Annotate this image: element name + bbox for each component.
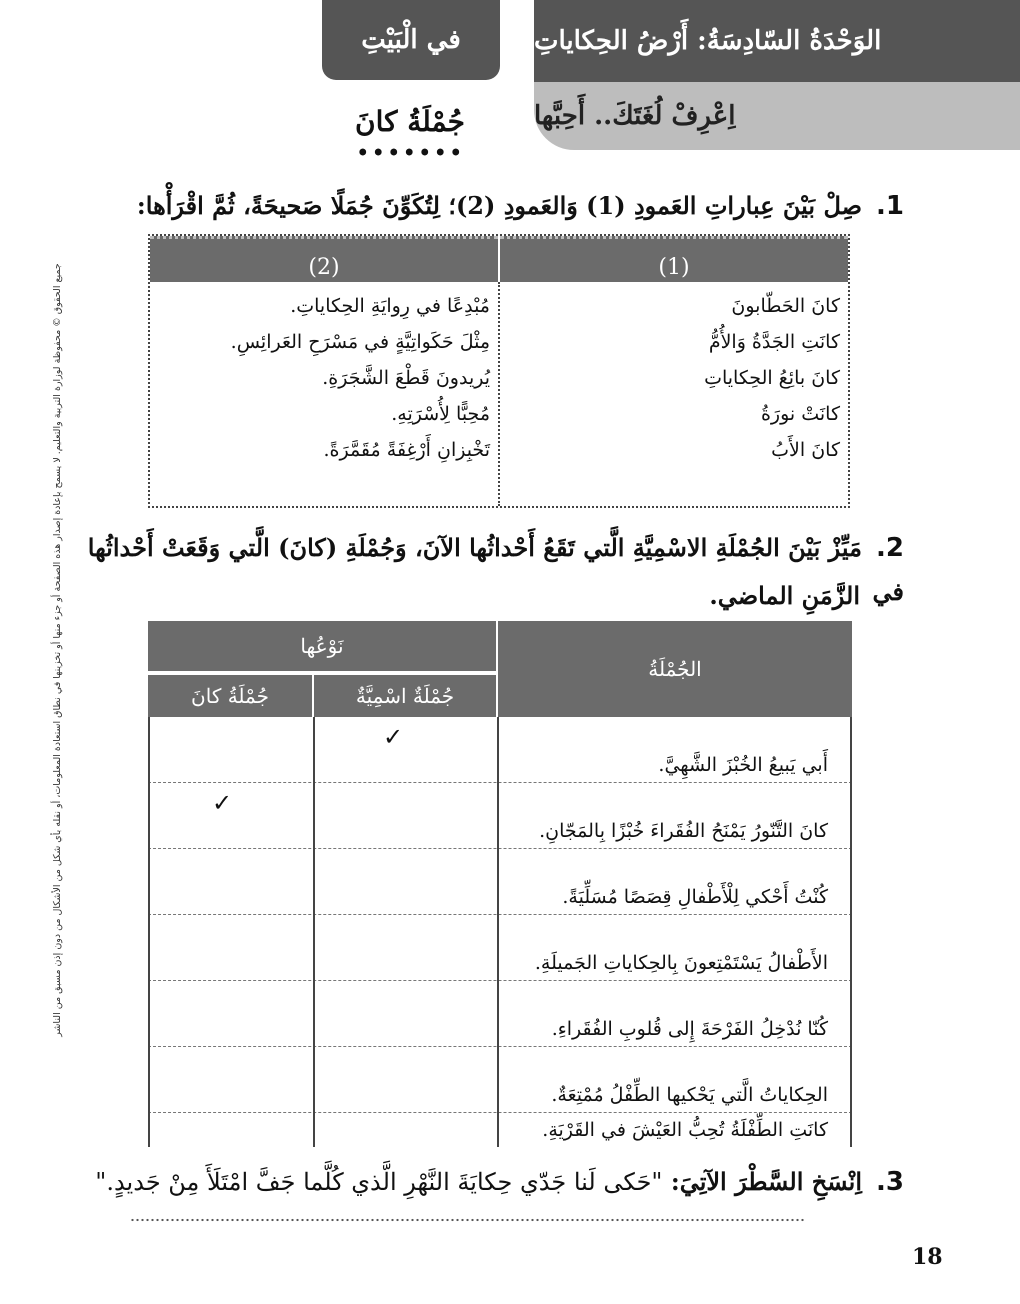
sentence-cell: كُنّا نُدْخِلُ الفَرْحَةَ إِلى قُلوبِ الفُقَراءِ. — [551, 1018, 828, 1040]
column-2-header: (2) — [150, 236, 498, 282]
table-row — [148, 849, 852, 915]
question-3 — [24, 1160, 904, 1204]
table-border-left — [148, 717, 150, 1147]
column-divider — [497, 717, 499, 1147]
sentence-cell: كُنْتُ أَحْكي لِلْأَطْفالِ قِصَصًا مُسَلِّيَةً. — [562, 886, 828, 908]
kana-sentence-header: جُمْلَةُ كانَ — [148, 675, 312, 717]
table-row — [148, 915, 852, 981]
column-2-item[interactable]: مُبْدِعًا في رِوايَةِ الحِكاياتِ. — [290, 295, 490, 317]
column-1-list — [510, 288, 840, 468]
column-1-item[interactable]: كانَ الحَطّابونَ — [731, 295, 840, 317]
column-2-item[interactable]: مِثْلَ حَكَواتِيَّةٍ في مَسْرَحِ العَرائِسِ. — [230, 331, 490, 353]
column-2-item[interactable]: مُحِبًّا لِأُسْرَتِهِ. — [391, 403, 490, 425]
nominal-sentence-header: جُمْلَةٌ اسْمِيَّةٌ — [314, 675, 496, 717]
question-1 — [24, 184, 904, 228]
table-row — [148, 1113, 852, 1147]
question-1-number: 1. — [876, 191, 904, 221]
question-3-label: اِنْسَخِ السَّطْرَ الآتِيَ: — [670, 1167, 863, 1196]
nominal-check-cell[interactable]: ✓ — [382, 723, 404, 751]
title-dots-divider — [355, 146, 465, 158]
kana-check-cell[interactable]: ✓ — [211, 789, 233, 817]
column-2-item[interactable]: يُريدونَ قَطْعَ الشَّجَرَةِ. — [322, 367, 490, 389]
sentence-header: الجُمْلَةُ — [498, 621, 852, 717]
column-1-header: (1) — [500, 236, 848, 282]
question-3-quote: "حَكى لَنا جَدّي حِكايَةَ النَّهْرِ الَّذي كُلَّما جَفَّ امْتَلَأَ مِنْ جَديدٍ." — [95, 1168, 663, 1196]
question-2-line-1: مَيِّزْ بَيْنَ الجُمْلَةِ الاسْمِيَّةِ الَّتي تَقَعُ أَحْداثُها الآنَ، وَجُمْلَةِ (كانَ) الَّتي وَقَعَتْ أَحْداثُها في — [87, 533, 904, 606]
table-row — [148, 717, 852, 783]
unit-subtitle: اِعْرِفْ لُغَتَكَ.. أَحِبَّها — [534, 82, 1020, 150]
table-row — [148, 783, 852, 849]
question-1-text: صِلْ بَيْنَ عِباراتِ العَمودِ (1) وَالعَمودِ (2)؛ لِتُكَوِّنَ جُمَلًا صَحيحَةً، ثُمَّ اقْرَأْها: — [136, 191, 863, 220]
column-2-item[interactable]: تَخْبِزانِ أَرْغِفَةً مُقَمَّرَةً. — [323, 439, 490, 461]
sentence-cell: الحِكاياتُ الَّتي يَحْكيها الطِّفْلُ مُمْتِعَةٌ. — [551, 1084, 828, 1106]
home-tab: في الْبَيْتِ — [322, 0, 500, 80]
table-row — [148, 981, 852, 1047]
table-border-right — [850, 717, 852, 1147]
page-number: 18 — [912, 1244, 943, 1270]
sentence-cell: أَبي يَبيعُ الخُبْزَ الشَّهِيَّ. — [658, 754, 828, 776]
unit-title: الوَحْدَةُ السّادِسَةُ: أَرْضُ الحِكاياتِ — [534, 0, 1020, 82]
question-3-number: 3. — [876, 1167, 904, 1197]
classification-table — [148, 621, 852, 1147]
column-divider — [313, 717, 315, 1147]
type-header: نَوْعُها — [148, 621, 496, 673]
sentence-cell: الأَطْفالُ يَسْتَمْتِعونَ بِالحِكاياتِ الجَميلَةِ. — [534, 952, 828, 974]
column-1-item[interactable]: كانَتِ الجَدَّةُ وَالأُمُّ — [708, 331, 840, 353]
table-row — [148, 1047, 852, 1113]
sentence-cell: كانَتِ الطِّفْلَةُ تُحِبُّ العَيْشَ في القَرْيَةِ. — [542, 1119, 828, 1141]
column-1-item[interactable]: كانَ بائِعُ الحِكاياتِ — [704, 367, 840, 389]
copy-answer-line[interactable] — [130, 1218, 806, 1222]
column-divider — [498, 282, 500, 506]
column-2-list — [160, 288, 490, 468]
column-1-item[interactable]: كانَ الأَبُ — [771, 439, 840, 461]
matching-table — [148, 234, 850, 508]
lesson-title: جُمْلَةُ كانَ — [355, 105, 465, 138]
question-2-line-2: الزَّمَنِ الماضي. — [709, 581, 860, 610]
column-1-item[interactable]: كانَتْ نورَةُ — [760, 403, 840, 425]
sentence-cell: كانَ التَّنّورُ يَمْنَحُ الفُقَراءَ خُبْزًا بِالمَجّانِ. — [539, 820, 828, 842]
copyright-note: جميع الحقوق © محفوظة لوزارة التربية والتعليم. لا يسمح بإعادة إصدار هذه الصفحة أو جزء منها أو تخزينها في نطاق استعادة المعلومات، أو نقله بأي شكل من الأشكال من دون إذن مسبق من الناشر — [52, 263, 63, 1037]
question-2-number: 2. — [876, 533, 904, 563]
